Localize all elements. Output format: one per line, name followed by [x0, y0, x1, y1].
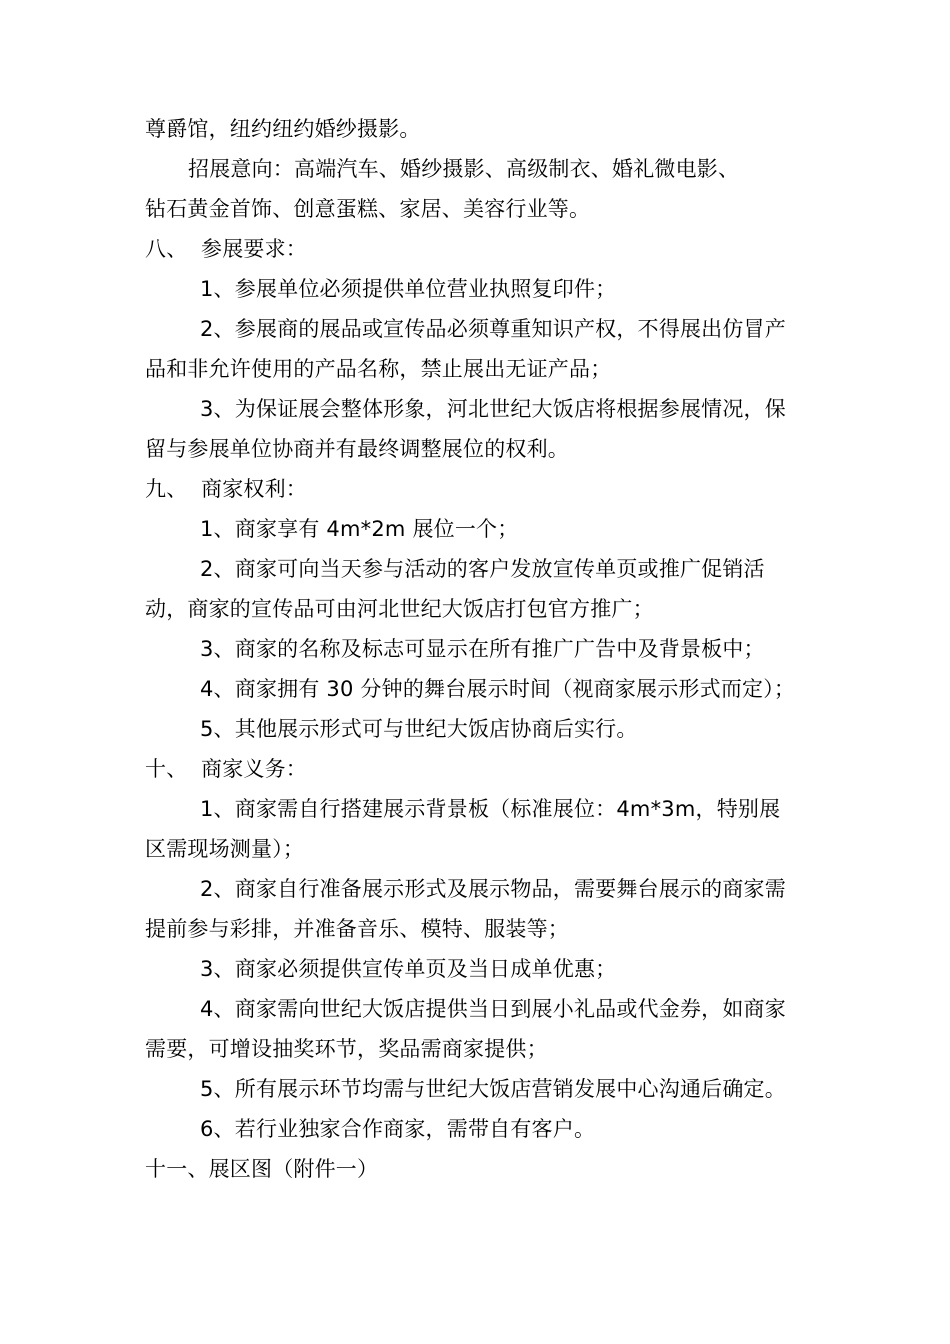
- section-heading-11: 十一、展区图（附件一）: [145, 1157, 379, 1181]
- section-heading-9: [145, 474, 810, 504]
- text-line: 区需现场测量）；: [145, 837, 305, 861]
- text-line: 招展意向：高端汽车、婚纱摄影、高级制衣、婚礼微电影、: [188, 157, 740, 181]
- text-line: 需要，可增设抽奖环节，奖品需商家提供；: [145, 1037, 548, 1061]
- text-line: 品和非允许使用的产品名称，禁止展出无证产品；: [145, 357, 612, 381]
- section-heading-8: [145, 234, 810, 264]
- text-line: 5、所有展示环节均需与世纪大饭店营销发展中心沟通后确定。: [200, 1077, 786, 1101]
- text-line: 3、商家的名称及标志可显示在所有推广广告中及背景板中；: [200, 637, 765, 661]
- text-line: 3、为保证展会整体形象，河北世纪大饭店将根据参展情况，保: [200, 397, 786, 421]
- heading-text: 商家权利：: [201, 477, 307, 501]
- heading-text: 商家义务：: [201, 757, 307, 781]
- text-line: 5、其他展示形式可与世纪大饭店协商后实行。: [200, 717, 638, 741]
- heading-number: 八、: [145, 237, 188, 261]
- text-line: 尊爵馆，纽约纽约婚纱摄影。: [145, 117, 421, 141]
- text-line: 6、若行业独家合作商家，需带自有客户。: [200, 1117, 596, 1141]
- section-heading-10: [145, 754, 810, 784]
- text-line: 1、商家享有 4m*2m 展位一个；: [200, 517, 519, 541]
- heading-number: 十、: [145, 757, 188, 781]
- text-line: 2、商家可向当天参与活动的客户发放宣传单页或推广促销活: [200, 557, 765, 581]
- text-line: 1、参展单位必须提供单位营业执照复印件；: [200, 277, 617, 301]
- text-line: 2、参展商的展品或宣传品必须尊重知识产权，不得展出仿冒产: [200, 317, 786, 341]
- text-line: 2、商家自行准备展示形式及展示物品，需要舞台展示的商家需: [200, 877, 786, 901]
- heading-text: 参展要求：: [201, 237, 307, 261]
- text-line: 1、商家需自行搭建展示背景板（标准展位：4m*3m，特别展: [200, 797, 781, 821]
- text-line: 4、商家需向世纪大饭店提供当日到展小礼品或代金券，如商家: [200, 997, 786, 1021]
- text-line: 4、商家拥有 30 分钟的舞台展示时间（视商家展示形式而定）；: [200, 677, 796, 701]
- text-line: 动，商家的宣传品可由河北世纪大饭店打包官方推广；: [145, 597, 654, 621]
- heading-number: 九、: [145, 477, 188, 501]
- text-line: 钻石黄金首饰、创意蛋糕、家居、美容行业等。: [145, 197, 591, 221]
- text-line: 3、商家必须提供宣传单页及当日成单优惠；: [200, 957, 617, 981]
- text-line: 留与参展单位协商并有最终调整展位的权利。: [145, 437, 569, 461]
- text-line: 提前参与彩排，并准备音乐、模特、服装等；: [145, 917, 569, 941]
